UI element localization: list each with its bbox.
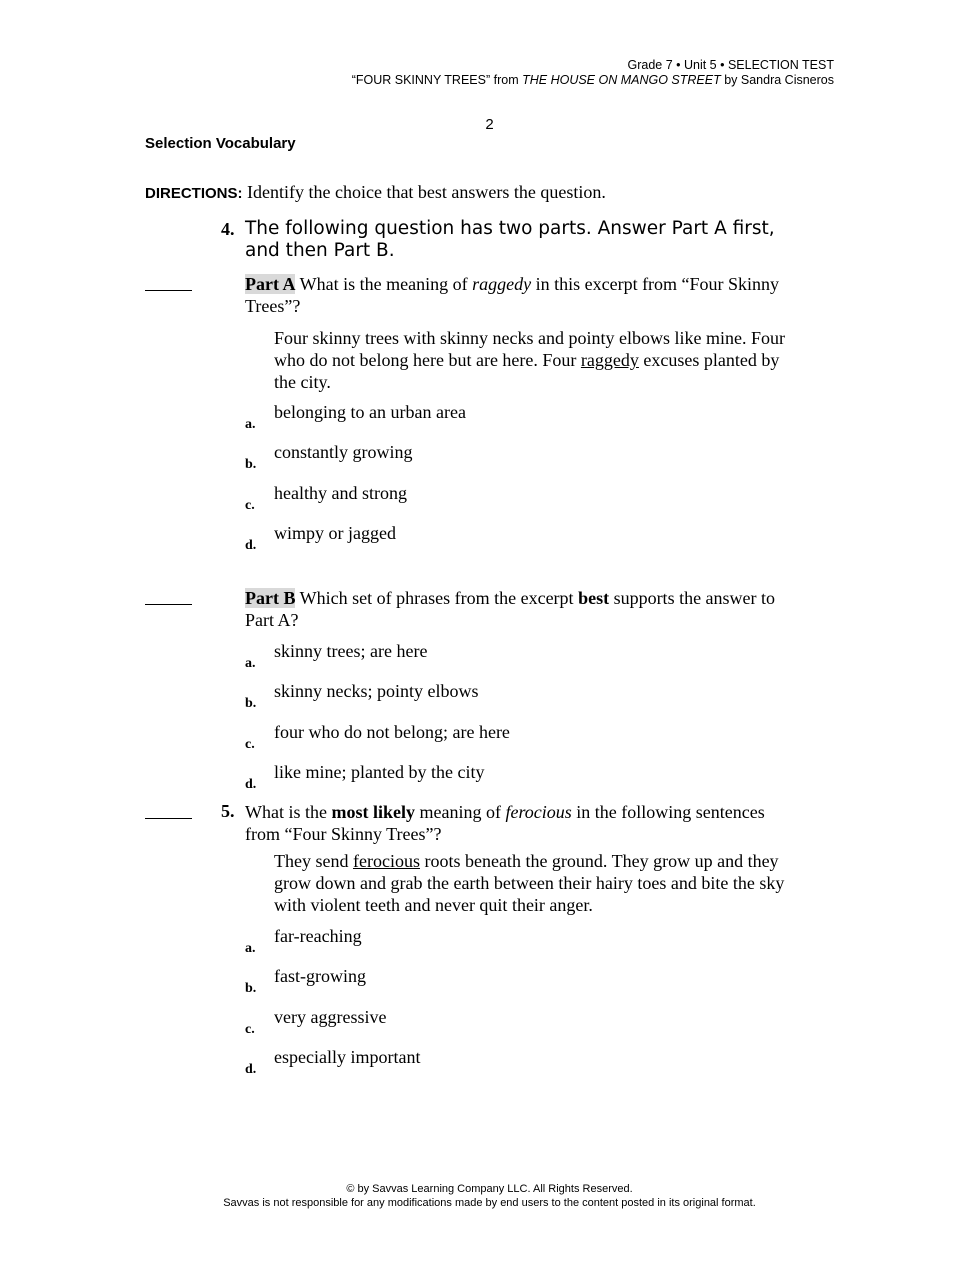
part-a-stem-post: in this excerpt from “Four Skinny [531, 274, 780, 294]
part-b-stem-line2: Part A? [245, 610, 299, 630]
page-number: 2 [485, 116, 494, 133]
directions [145, 182, 606, 203]
part-b-option-c[interactable]: four who do not belong; are here [274, 722, 510, 742]
part-a-stem [245, 273, 835, 317]
question-5-stem [245, 801, 835, 845]
part-b-option-b-letter: b. [245, 696, 257, 711]
directions-label: DIRECTIONS: [145, 185, 243, 202]
header-author: by Sandra Cisneros [720, 73, 834, 87]
part-a-option-c-letter: c. [245, 498, 255, 513]
part-a-stem-line2: Trees”? [245, 296, 301, 316]
question-4-intro [245, 218, 835, 262]
question-5-excerpt-post: roots beneath the ground. They grow up and they [419, 851, 779, 871]
part-b-stem-pre: Which set of phrases from the excerpt [295, 588, 579, 608]
part-a-excerpt-line2-pre: who do not belong here but are here. Four [274, 350, 581, 370]
part-a-excerpt-line2-post: excuses planted by [638, 350, 780, 370]
part-a-stem-pre: What is the meaning of [295, 274, 473, 294]
question-5-excerpt-line3: with violent teeth and never quit their anger. [274, 895, 593, 915]
question-5-option-b[interactable]: fast-growing [274, 966, 366, 986]
part-a-option-d[interactable]: wimpy or jagged [274, 523, 396, 543]
footer [0, 1183, 979, 1210]
question-5-option-d-letter: d. [245, 1062, 257, 1077]
question-5-stem-word: ferocious [505, 802, 572, 822]
part-a-excerpt-line1: Four skinny trees with skinny necks and pointy elbows like mine. Four [274, 328, 785, 348]
question-5-excerpt-underlined-word: ferocious [352, 851, 420, 871]
question-5-excerpt [274, 850, 830, 916]
part-b-option-a[interactable]: skinny trees; are here [274, 641, 428, 661]
question-4-intro-line1: The following question has two parts. Answer Part A first, [245, 218, 775, 239]
question-5-excerpt-line2: grow down and grab the earth between their hairy toes and bite the sky [274, 873, 785, 893]
question-5-stem-line2: from “Four Skinny Trees”? [245, 824, 442, 844]
question-5-option-a-letter: a. [245, 941, 256, 956]
part-b-answer-blank[interactable] [145, 604, 192, 605]
part-a-stem-word: raggedy [472, 274, 532, 294]
question-4-intro-line2: and then Part B. [245, 240, 395, 261]
part-b-stem [245, 587, 835, 631]
part-a-option-a-letter: a. [245, 417, 256, 432]
question-5-excerpt-pre: They send [274, 851, 353, 871]
part-a-label: Part A [245, 274, 296, 294]
section-title: Selection Vocabulary [145, 135, 296, 152]
part-b-option-c-letter: c. [245, 737, 255, 752]
question-5-stem-pre: What is the [245, 802, 332, 822]
question-5-stem-post: in the following sentences [571, 802, 765, 822]
part-b-option-b[interactable]: skinny necks; pointy elbows [274, 681, 479, 701]
part-a-option-b[interactable]: constantly growing [274, 442, 413, 462]
question-5-option-c[interactable]: very aggressive [274, 1007, 387, 1027]
part-b-option-d[interactable]: like mine; planted by the city [274, 762, 485, 782]
question-5-answer-blank[interactable] [145, 818, 192, 819]
part-b-option-a-letter: a. [245, 656, 256, 671]
part-a-option-b-letter: b. [245, 457, 257, 472]
part-a-excerpt [274, 327, 830, 393]
part-a-excerpt-underlined-word: raggedy [580, 350, 639, 370]
question-5-option-b-letter: b. [245, 981, 257, 996]
question-5-stem-bold: most likely [331, 802, 415, 822]
part-a-option-a[interactable]: belonging to an urban area [274, 402, 466, 422]
part-b-option-d-letter: d. [245, 777, 257, 792]
question-5-option-a[interactable]: far-reaching [274, 926, 362, 946]
part-b-label: Part B [245, 588, 296, 608]
part-b-stem-post: supports the answer to [609, 588, 776, 608]
directions-text: Identify the choice that best answers the question. [242, 182, 606, 202]
question-4-number: 4. [221, 219, 235, 239]
header-grade-line: Grade 7 • Unit 5 • SELECTION TEST [627, 58, 834, 72]
part-a-option-c[interactable]: healthy and strong [274, 483, 407, 503]
part-b-stem-bold: best [578, 588, 610, 608]
footer-copyright: © by Savvas Learning Company LLC. All Rights Reserved. [346, 1183, 633, 1195]
header-title-prefix: “FOUR SKINNY TREES” from [351, 73, 523, 87]
question-5-option-c-letter: c. [245, 1022, 255, 1037]
part-a-answer-blank[interactable] [145, 290, 192, 291]
part-a-excerpt-line3: the city. [274, 372, 331, 392]
question-5-number: 5. [221, 801, 235, 821]
question-5-stem-mid: meaning of [414, 802, 506, 822]
header-title-line [352, 73, 834, 88]
part-a-option-d-letter: d. [245, 538, 257, 553]
question-5-option-d[interactable]: especially important [274, 1047, 421, 1067]
header [352, 58, 834, 88]
footer-disclaimer: Savvas is not responsible for any modifications made by end users to the content posted in its original format. [223, 1196, 756, 1209]
header-book-title: THE HOUSE ON MANGO STREET [522, 73, 721, 87]
